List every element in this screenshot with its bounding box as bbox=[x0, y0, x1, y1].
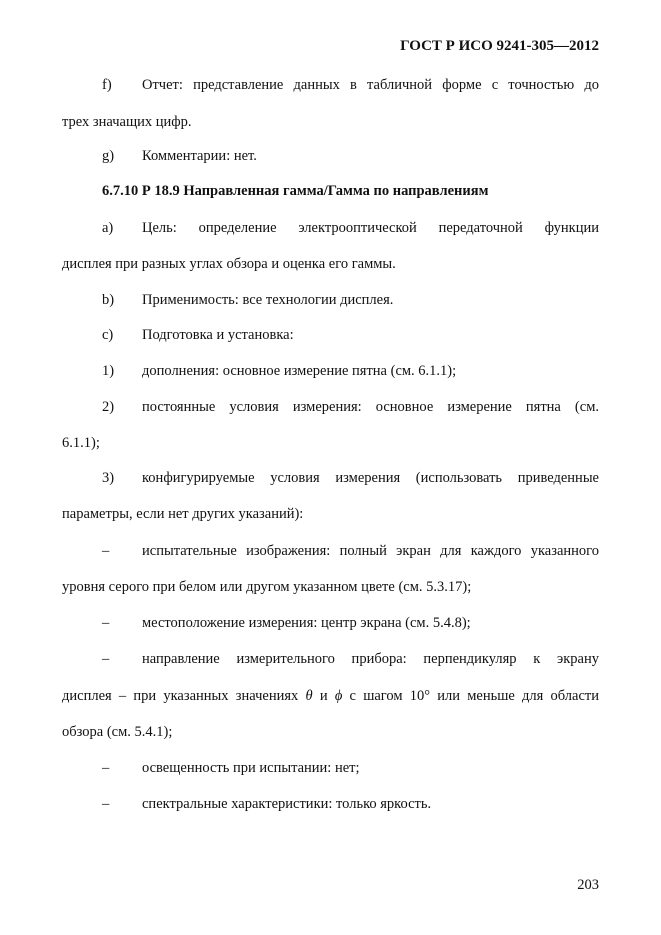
item-text: местоположение измерения: центр экрана (см. 5.4.8); bbox=[142, 615, 471, 631]
item-marker: 3) bbox=[102, 470, 115, 486]
item-marker: c) bbox=[102, 327, 114, 343]
item-text: Комментарии: нет. bbox=[142, 148, 257, 164]
theta-symbol: θ bbox=[305, 688, 313, 704]
item-text: освещенность при испытании: нет; bbox=[142, 760, 360, 776]
item-marker: b) bbox=[102, 292, 115, 308]
item-text: конфигурируемые условия измерения (использовать приведенные bbox=[142, 470, 599, 486]
phi-symbol: ϕ bbox=[334, 688, 343, 704]
item-marker: 2) bbox=[102, 399, 115, 415]
standard-header: ГОСТ Р ИСО 9241-305—2012 bbox=[400, 38, 599, 54]
item-text: Цель: определение электрооптической передаточной функции bbox=[142, 220, 599, 236]
section-heading: 6.7.10 Р 18.9 Направленная гамма/Гамма по направлениям bbox=[102, 183, 489, 199]
item-marker: g) bbox=[102, 148, 115, 164]
item-marker: 1) bbox=[102, 363, 115, 379]
list-item-dash-direction-continuation bbox=[62, 687, 599, 705]
item-marker: – bbox=[102, 760, 110, 776]
page-number: 203 bbox=[577, 877, 599, 893]
item-continuation: обзора (см. 5.4.1); bbox=[62, 724, 173, 740]
item-continuation: параметры, если нет других указаний): bbox=[62, 506, 304, 522]
item-continuation-b: и bbox=[319, 688, 328, 704]
item-text: постоянные условия измерения: основное измерение пятна (см. bbox=[142, 399, 599, 415]
item-continuation: дисплея при разных углах обзора и оценка его гаммы. bbox=[62, 256, 396, 272]
item-marker: f) bbox=[102, 77, 112, 93]
item-continuation: уровня серого при белом или другом указанном цвете (см. 5.3.17); bbox=[62, 579, 472, 595]
item-continuation-c: с шагом 10° или меньше для области bbox=[349, 688, 600, 704]
item-marker: – bbox=[102, 615, 110, 631]
item-marker: – bbox=[102, 543, 110, 559]
item-continuation: трех значащих цифр. bbox=[62, 114, 192, 130]
item-text: Применимость: все технологии дисплея. bbox=[142, 292, 394, 308]
item-continuation-a: дисплея – при указанных значениях bbox=[62, 688, 299, 704]
item-continuation: 6.1.1); bbox=[62, 435, 100, 451]
item-text: дополнения: основное измерение пятна (см. 6.1.1); bbox=[142, 363, 457, 379]
item-marker: – bbox=[102, 796, 110, 812]
item-marker: a) bbox=[102, 220, 114, 236]
item-text: Подготовка и установка: bbox=[142, 327, 294, 343]
item-text: направление измерительного прибора: перпендикуляр к экрану bbox=[142, 651, 599, 667]
item-text: Отчет: представление данных в табличной форме с точностью до bbox=[142, 77, 599, 93]
item-text: испытательные изображения: полный экран для каждого указанного bbox=[142, 543, 599, 559]
item-text: спектральные характеристики: только яркость. bbox=[142, 796, 432, 812]
item-marker: – bbox=[102, 651, 110, 667]
